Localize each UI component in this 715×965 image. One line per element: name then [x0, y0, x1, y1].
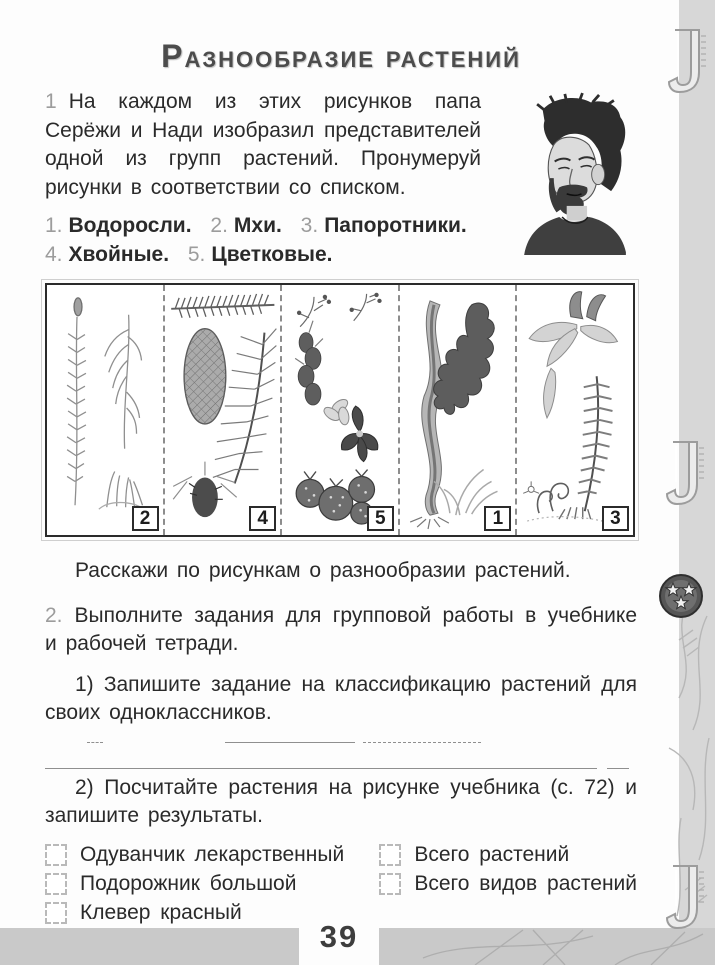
count-input-box[interactable] — [379, 873, 401, 895]
count-input-box[interactable] — [45, 873, 67, 895]
list-label: Хвойные. — [68, 242, 170, 266]
list-number: 4. — [45, 242, 63, 266]
count-item-clover: Клевер красный — [45, 899, 379, 927]
task2-sub1-text: 1) Запишите задание на классификацию растений для своих одноклассников. — [45, 672, 637, 724]
j-bookmark-tab-icon — [663, 26, 709, 98]
figure-panel-algae — [400, 285, 518, 535]
figure-panel-moss — [47, 285, 165, 535]
answer-box-moss[interactable]: 2 — [132, 506, 159, 531]
plant-count-form — [45, 841, 637, 928]
list-number: 5. — [187, 242, 206, 266]
plants-figure — [45, 283, 635, 537]
task1-text: 1 На каждом из этих рисунков папа Серёжи и Нади изобразил представителей одной из групп растений. Пронумеруй рисунки в соответствии со списком. — [45, 90, 481, 199]
list-label: Цветковые. — [211, 242, 333, 266]
writing-line-segment[interactable] — [87, 742, 103, 743]
count-item-total-plants: Всего растений — [379, 841, 637, 869]
count-item-dandelion: Одуванчик лекарственный — [45, 841, 379, 869]
task2-text: 2. Выполните задания для групповой работы в учебнике и рабочей тетради. — [45, 603, 637, 655]
father-portrait-illustration — [489, 88, 637, 260]
answer-box-flowering[interactable]: 5 — [367, 506, 394, 531]
figure-panel-fern — [517, 285, 633, 535]
plant-groups-list — [45, 212, 481, 269]
page-title: Разнообразие растений — [161, 38, 521, 74]
algae-illustration — [400, 285, 516, 535]
count-input-box[interactable] — [45, 844, 67, 866]
count-input-box[interactable] — [379, 844, 401, 866]
count-item-total-species: Всего видов растений — [379, 870, 637, 898]
list-number: 2. — [210, 214, 228, 237]
list-label: Мхи. — [233, 214, 282, 237]
answer-box-fern[interactable]: 3 — [602, 506, 629, 531]
writing-line[interactable] — [45, 768, 597, 769]
figure-panel-flowering — [282, 285, 400, 535]
answer-box-conifer[interactable]: 4 — [249, 506, 276, 531]
writing-line-segment[interactable] — [607, 768, 629, 769]
fern-illustration — [517, 285, 633, 535]
task1-number: 1 — [45, 90, 57, 113]
flowering-plants-illustration — [282, 285, 398, 535]
writing-line-segment[interactable] — [363, 742, 481, 743]
conifer-illustration — [165, 285, 281, 535]
list-number: 1. — [45, 214, 63, 237]
moss-illustration — [47, 285, 163, 535]
list-label: Папоротники. — [324, 214, 467, 237]
writing-lines-field[interactable] — [45, 728, 637, 774]
j-bookmark-tab-icon — [661, 862, 707, 934]
writing-line-segment[interactable] — [225, 742, 355, 743]
count-input-box[interactable] — [45, 902, 67, 924]
list-number: 3. — [300, 214, 319, 237]
list-label: Водоросли. — [68, 214, 192, 237]
page-number: 39 — [319, 919, 359, 954]
j-bookmark-tab-icon — [661, 438, 707, 510]
figure-caption: Расскажи по рисункам о разнообразии растений. — [75, 559, 571, 582]
task2-number: 2. — [45, 603, 63, 627]
answer-box-algae[interactable]: 1 — [484, 506, 511, 531]
task2-sub2-text: 2) Посчитайте растения на рисунке учебника (с. 72) и запишите результаты. — [45, 775, 637, 827]
figure-panel-conifer — [165, 285, 283, 535]
three-stars-badge-icon — [658, 573, 704, 619]
count-item-plantain: Подорожник большой — [45, 870, 379, 898]
